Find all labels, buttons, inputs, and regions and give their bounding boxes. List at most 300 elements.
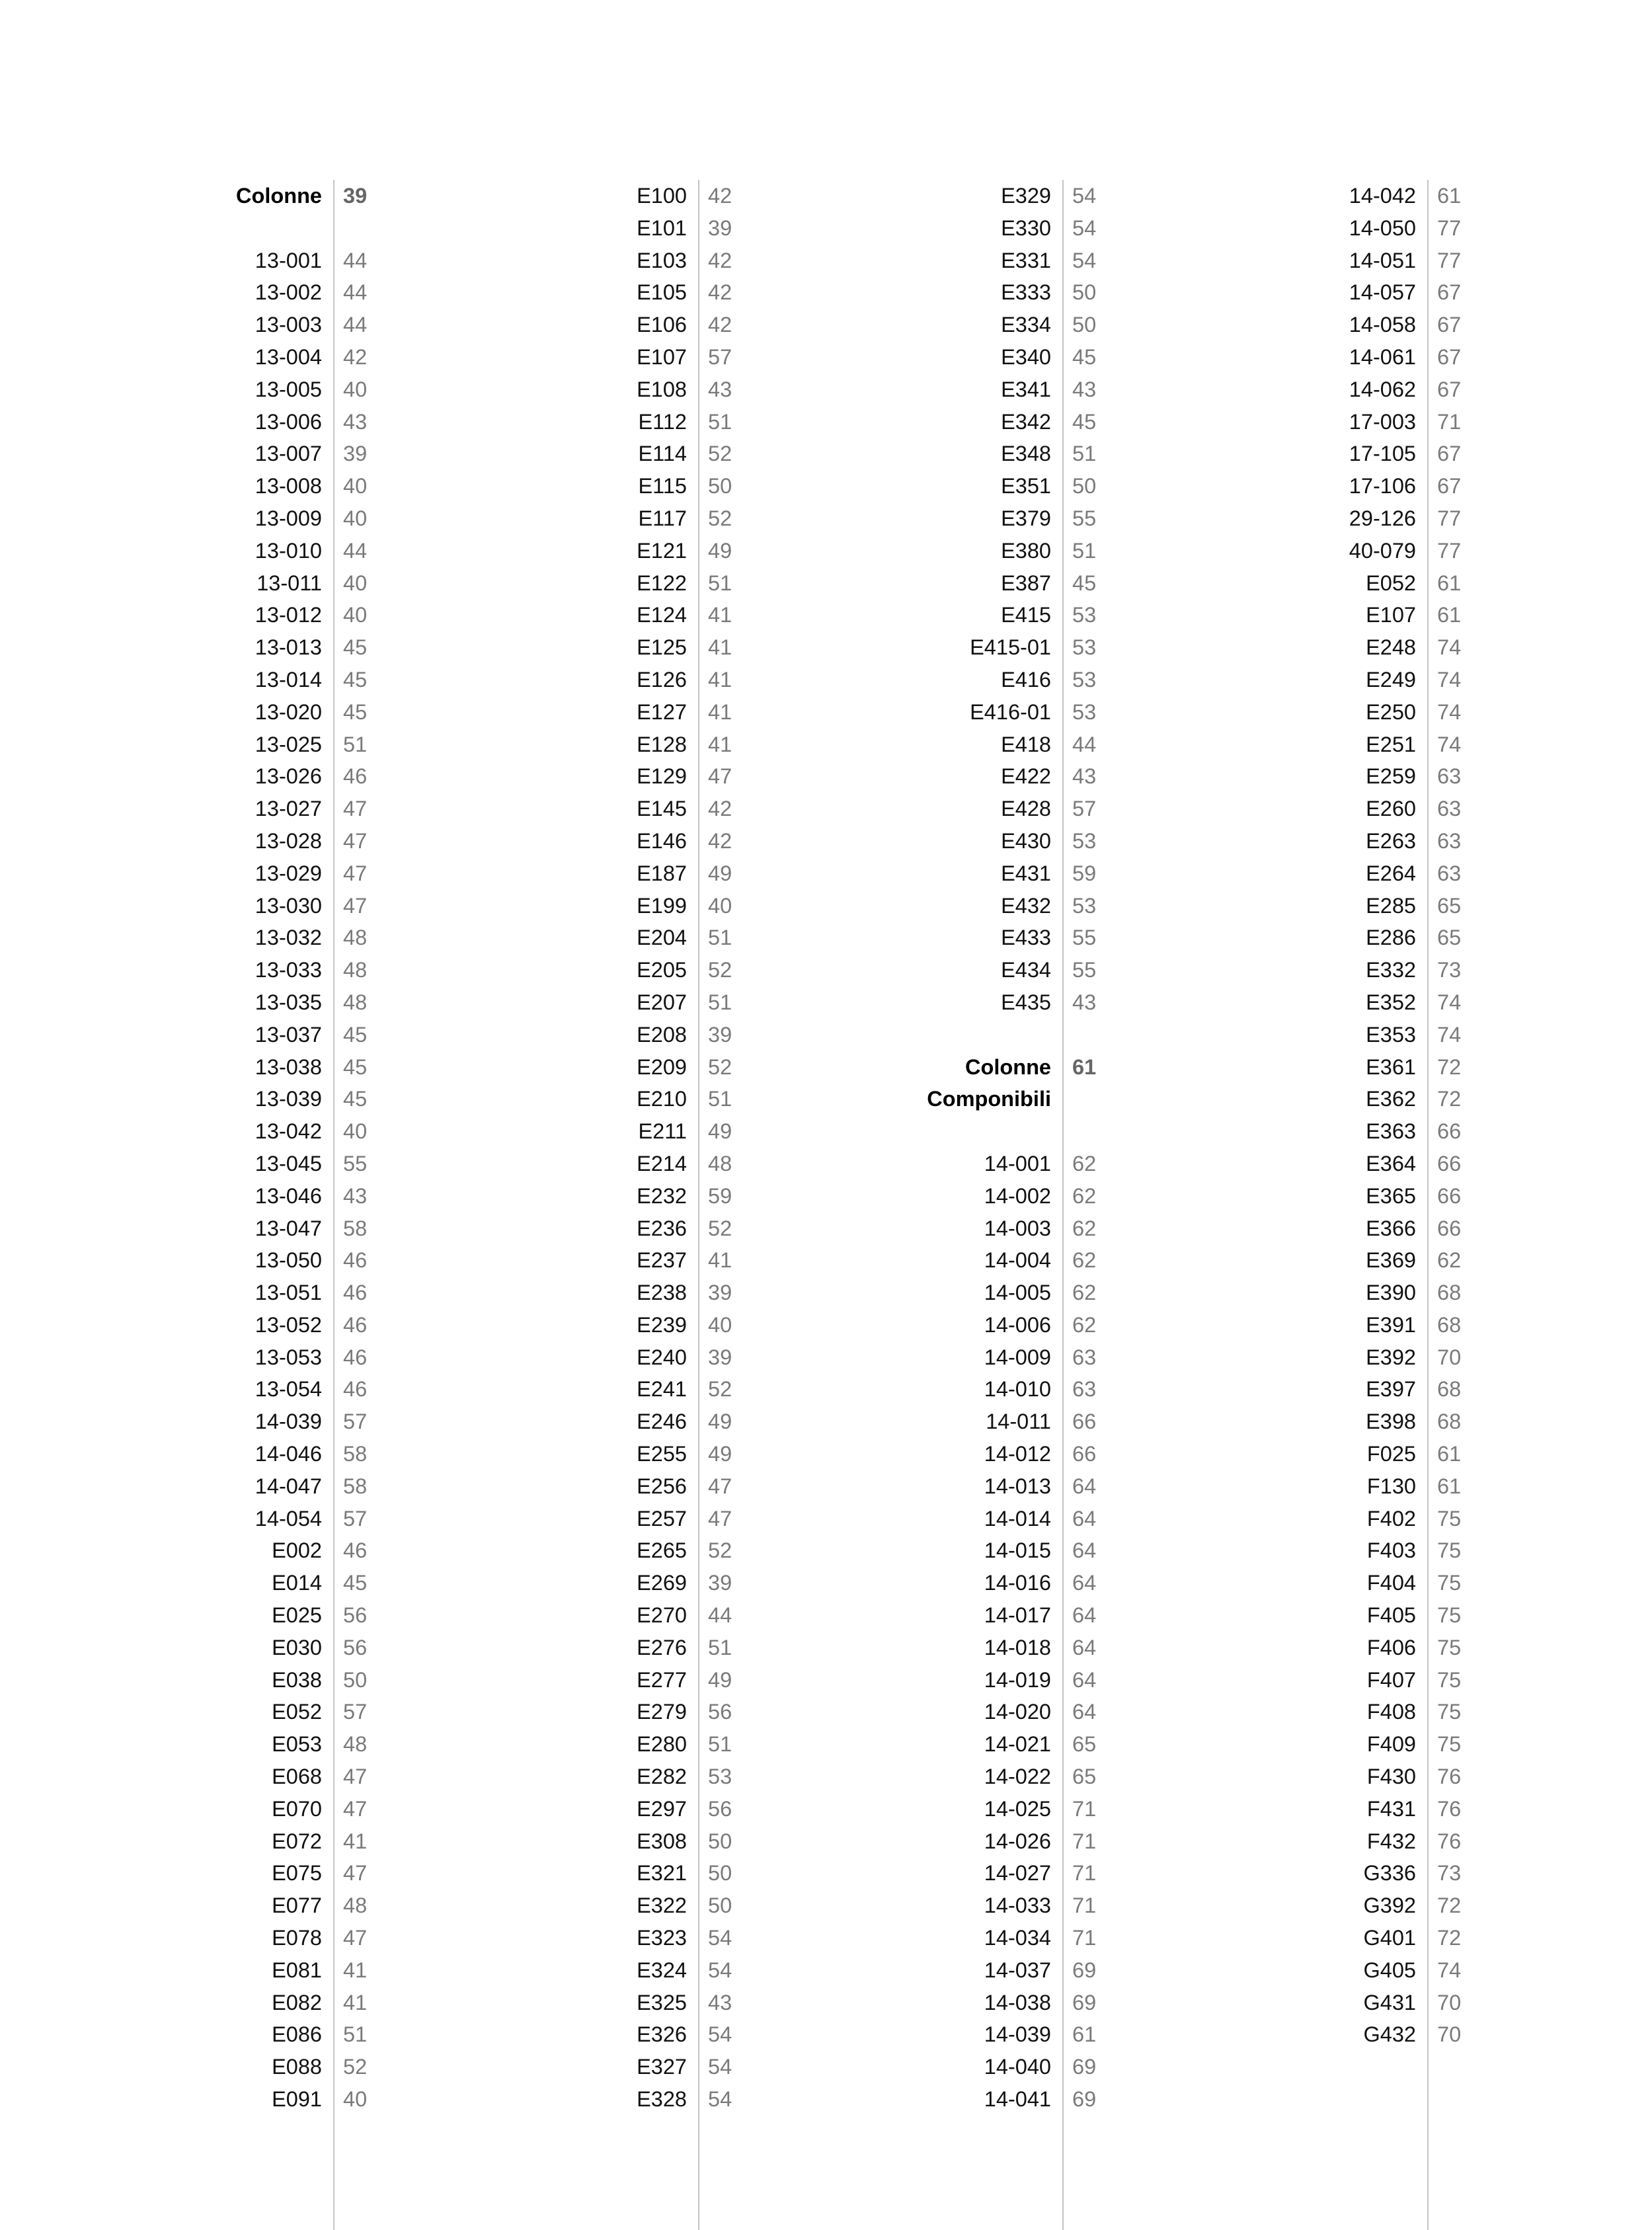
entry-page-number: 41 — [708, 699, 732, 724]
index-entry — [474, 1051, 732, 1084]
entry-page-number: 63 — [1072, 1377, 1097, 1402]
index-entry — [838, 1438, 1097, 1470]
entry-code: E246 — [637, 1410, 687, 1434]
entry-page-number: 41 — [343, 1990, 368, 2014]
entry-page-number: 70 — [1437, 2022, 1462, 2047]
index-entry — [109, 1213, 368, 1245]
entry-code: E330 — [1001, 216, 1051, 240]
entry-code: E238 — [637, 1281, 687, 1305]
index-entry — [109, 825, 368, 857]
entry-page-number: 67 — [1437, 313, 1462, 337]
index-entry — [1203, 1534, 1462, 1567]
index-entry — [838, 1696, 1097, 1728]
entry-page-number: 45 — [343, 667, 368, 692]
entry-code: E398 — [1366, 1410, 1416, 1434]
entry-code: E321 — [637, 1861, 687, 1886]
entry-code: F406 — [1366, 1635, 1416, 1659]
entry-code: F408 — [1366, 1700, 1416, 1724]
index-entry — [1203, 599, 1462, 631]
entry-page-number: 48 — [343, 958, 368, 982]
index-column-2 — [474, 180, 732, 2116]
index-entry — [474, 1309, 732, 1341]
index-entry — [109, 276, 368, 309]
entry-page-number: 47 — [343, 1765, 368, 1789]
entry-page-number: 77 — [1437, 506, 1462, 530]
index-entry — [838, 857, 1097, 890]
entry-code: F404 — [1366, 1571, 1416, 1595]
index-entry — [109, 1470, 368, 1503]
entry-page-number: 46 — [343, 1281, 368, 1305]
index-entry — [109, 1309, 368, 1341]
row-spacer — [838, 1019, 1063, 1051]
entry-code: E265 — [637, 1538, 687, 1563]
entry-page-number: 48 — [343, 1893, 368, 1918]
entry-page-number: 66 — [1437, 1216, 1462, 1240]
entry-code: 14-004 — [984, 1248, 1051, 1273]
entry-page-number: 64 — [1072, 1538, 1097, 1563]
entry-page-number: 55 — [343, 1151, 368, 1175]
entry-page-number: 65 — [1072, 1732, 1097, 1757]
entry-code: E380 — [1001, 538, 1051, 563]
entry-page-number: 51 — [708, 926, 732, 950]
entry-page-number: 40 — [708, 1312, 732, 1337]
entry-page-number: 43 — [1072, 990, 1097, 1014]
entry-code: E270 — [637, 1603, 687, 1628]
index-entry — [838, 1890, 1097, 1922]
entry-code: E107 — [1366, 603, 1416, 627]
index-entry — [474, 2018, 732, 2051]
entry-code: 13-039 — [255, 1087, 322, 1111]
entry-page-number: 42 — [708, 828, 732, 853]
entry-code: E108 — [637, 377, 687, 401]
entry-page-number: 61 — [1437, 603, 1462, 627]
index-entry — [1203, 729, 1462, 761]
entry-code: F407 — [1366, 1667, 1416, 1692]
entry-page-number: 67 — [1437, 442, 1462, 466]
entry-page-number: 55 — [1072, 958, 1097, 982]
entry-page-number: 41 — [708, 635, 732, 660]
entry-code: E387 — [1001, 571, 1051, 595]
index-entry — [109, 1890, 368, 1922]
entry-code: E260 — [1366, 797, 1416, 821]
entry-page-number: 54 — [708, 2055, 732, 2079]
entry-code: E241 — [637, 1377, 687, 1402]
index-entry — [1203, 1213, 1462, 1245]
index-entry — [1203, 1987, 1462, 2019]
entry-code: G336 — [1363, 1861, 1416, 1886]
index-entry — [1203, 1470, 1462, 1503]
entry-page-number: 50 — [708, 1829, 732, 1853]
index-entry — [1203, 341, 1462, 374]
index-entry — [1203, 1115, 1462, 1148]
index-entry — [109, 1534, 368, 1567]
entry-code: E082 — [272, 1990, 322, 2014]
index-entry — [838, 1503, 1097, 1535]
index-entry — [838, 1922, 1097, 1954]
entry-page-number: 40 — [708, 893, 732, 918]
entry-page-number: 43 — [708, 377, 732, 401]
index-entry — [474, 1341, 732, 1374]
column-divider — [1062, 180, 1064, 2230]
entry-code: E053 — [272, 1732, 322, 1757]
index-entry — [838, 1341, 1097, 1374]
entry-page-number: 53 — [1072, 667, 1097, 692]
entry-code: E369 — [1366, 1248, 1416, 1273]
index-entry — [1203, 535, 1462, 567]
index-entry — [474, 1373, 732, 1406]
index-entry — [1203, 438, 1462, 470]
index-entry — [474, 599, 732, 631]
index-entry — [474, 1148, 732, 1180]
index-entry — [109, 1664, 368, 1696]
index-entry — [474, 696, 732, 729]
entry-page-number: 41 — [708, 603, 732, 627]
entry-code: E251 — [1366, 732, 1416, 756]
index-entry — [1203, 406, 1462, 438]
entry-code: 13-009 — [255, 506, 322, 530]
entry-code: E103 — [637, 248, 687, 272]
index-entry — [1203, 374, 1462, 406]
entry-code: 13-006 — [255, 409, 322, 434]
entry-page-number: 44 — [343, 538, 368, 563]
index-entry — [109, 1793, 368, 1825]
index-entry — [474, 1761, 732, 1793]
entry-page-number: 53 — [1072, 603, 1097, 627]
entry-page-number: 45 — [343, 1022, 368, 1047]
entry-page-number: 45 — [343, 1571, 368, 1595]
entry-code: 14-057 — [1349, 280, 1416, 305]
index-entry — [838, 276, 1097, 309]
entry-code: E014 — [272, 1571, 322, 1595]
index-entry — [474, 729, 732, 761]
entry-code: E334 — [1001, 313, 1051, 337]
entry-page-number: 63 — [1437, 797, 1462, 821]
entry-page-number: 39 — [708, 216, 732, 240]
entry-page-number: 66 — [1072, 1442, 1097, 1466]
index-entry — [1203, 1922, 1462, 1954]
entry-code: E240 — [637, 1345, 687, 1369]
entry-code: 14-039 — [255, 1410, 322, 1434]
entry-page-number: 47 — [708, 764, 732, 789]
index-entry — [474, 341, 732, 374]
entry-page-number: 44 — [343, 313, 368, 337]
entry-page-number: 77 — [1437, 248, 1462, 272]
entry-code: E117 — [638, 506, 687, 530]
entry-page-number: 40 — [343, 603, 368, 627]
index-entry — [1203, 1406, 1462, 1438]
index-entry — [474, 631, 732, 664]
entry-code: 13-026 — [255, 764, 322, 789]
entry-code: E086 — [272, 2022, 322, 2047]
entry-page-number: 62 — [1072, 1312, 1097, 1337]
index-entry — [109, 1373, 368, 1406]
entry-page-number: 51 — [1072, 538, 1097, 563]
entry-code: E415 — [1001, 603, 1051, 627]
entry-page-number: 53 — [1072, 699, 1097, 724]
index-entry — [838, 470, 1097, 502]
entry-code: E257 — [637, 1506, 687, 1531]
entry-page-number: 77 — [1437, 216, 1462, 240]
entry-page-number: 40 — [343, 474, 368, 498]
entry-page-number: 61 — [1437, 1442, 1462, 1466]
entry-page-number: 46 — [343, 1377, 368, 1402]
index-entry — [109, 1987, 368, 2019]
entry-code: F403 — [1366, 1538, 1416, 1563]
index-entry — [838, 664, 1097, 696]
section-heading-row — [838, 1083, 1063, 1115]
entry-code: 13-051 — [255, 1281, 322, 1305]
index-entry — [838, 438, 1097, 470]
entry-page-number: 63 — [1437, 764, 1462, 789]
entry-page-number: 44 — [1072, 732, 1097, 756]
entry-page-number: 44 — [708, 1603, 732, 1628]
entry-code: E364 — [1366, 1151, 1416, 1175]
entry-page-number: 57 — [343, 1410, 368, 1434]
entry-page-number: 66 — [1437, 1151, 1462, 1175]
entry-page-number: 47 — [343, 861, 368, 885]
index-entry — [838, 1793, 1097, 1825]
index-entry — [474, 857, 732, 890]
entry-page-number: 71 — [1072, 1829, 1097, 1853]
index-entry — [474, 922, 732, 954]
index-entry — [109, 890, 368, 922]
index-entry — [838, 1180, 1097, 1213]
entry-code: 14-047 — [255, 1474, 322, 1498]
index-entry — [838, 986, 1097, 1019]
entry-code: E038 — [272, 1667, 322, 1692]
entry-page-number: 59 — [708, 1183, 732, 1208]
entry-page-number: 64 — [1072, 1474, 1097, 1498]
entry-page-number: 47 — [708, 1474, 732, 1498]
entry-page-number: 52 — [708, 1538, 732, 1563]
entry-page-number: 67 — [1437, 344, 1462, 369]
index-entry — [109, 664, 368, 696]
index-entry — [474, 1244, 732, 1277]
index-entry — [109, 1244, 368, 1277]
entry-page-number: 71 — [1072, 1796, 1097, 1821]
entry-page-number: 53 — [1072, 893, 1097, 918]
entry-page-number: 52 — [708, 1216, 732, 1240]
section-heading-row — [838, 1051, 1097, 1084]
index-entry — [838, 1857, 1097, 1890]
entry-page-number: 61 — [1437, 1474, 1462, 1498]
index-entry — [474, 212, 732, 245]
entry-code: 14-038 — [984, 1990, 1051, 2014]
entry-code: E416-01 — [970, 699, 1051, 724]
entry-page-number: 55 — [1072, 926, 1097, 950]
index-entry — [1203, 1051, 1462, 1084]
entry-page-number: 58 — [343, 1216, 368, 1240]
index-entry — [109, 1115, 368, 1148]
index-entry — [474, 2083, 732, 2116]
entry-page-number: 50 — [708, 474, 732, 498]
entry-page-number: 66 — [1072, 1410, 1097, 1434]
index-entry — [1203, 1664, 1462, 1696]
entry-code: E379 — [1001, 506, 1051, 530]
entry-page-number: 45 — [1072, 344, 1097, 369]
index-entry — [474, 1213, 732, 1245]
entry-code: E236 — [637, 1216, 687, 1240]
entry-page-number: 74 — [1437, 667, 1462, 692]
entry-page-number: 47 — [343, 1926, 368, 1950]
entry-page-number: 62 — [1072, 1216, 1097, 1240]
entry-code: F402 — [1366, 1506, 1416, 1531]
entry-code: 14-016 — [984, 1571, 1051, 1595]
index-entry — [1203, 857, 1462, 890]
entry-code: E256 — [637, 1474, 687, 1498]
column-divider — [333, 180, 334, 2230]
entry-code: E124 — [637, 603, 687, 627]
index-column-3 — [838, 180, 1097, 2116]
entry-page-number: 71 — [1072, 1893, 1097, 1918]
entry-page-number: 42 — [708, 248, 732, 272]
index-entry — [1203, 212, 1462, 245]
index-entry — [109, 2051, 368, 2083]
entry-code: E112 — [638, 409, 687, 434]
entry-code: E269 — [637, 1571, 687, 1595]
entry-page-number: 52 — [343, 2055, 368, 2079]
entry-page-number: 49 — [708, 538, 732, 563]
index-entry — [474, 664, 732, 696]
entry-page-number: 50 — [343, 1667, 368, 1692]
entry-page-number: 42 — [708, 797, 732, 821]
entry-code: 13-037 — [255, 1022, 322, 1047]
entry-code: 13-001 — [255, 248, 322, 272]
index-entry — [109, 1406, 368, 1438]
entry-code: E077 — [272, 1893, 322, 1918]
entry-page-number: 48 — [343, 990, 368, 1014]
entry-page-number: 46 — [343, 1312, 368, 1337]
index-entry — [474, 1857, 732, 1890]
entry-page-number: 40 — [343, 506, 368, 530]
index-entry — [838, 1406, 1097, 1438]
entry-page-number: 46 — [343, 1248, 368, 1273]
entry-code: 14-014 — [984, 1506, 1051, 1531]
entry-code: 14-001 — [984, 1151, 1051, 1175]
index-entry — [838, 954, 1097, 986]
entry-code: E250 — [1366, 699, 1416, 724]
entry-code: E207 — [637, 990, 687, 1014]
entry-page-number: 49 — [708, 1442, 732, 1466]
entry-code: E127 — [637, 699, 687, 724]
entry-page-number: 54 — [708, 2022, 732, 2047]
entry-page-number: 74 — [1437, 1022, 1462, 1047]
entry-page-number: 69 — [1072, 1958, 1097, 1982]
entry-page-number: 52 — [708, 1055, 732, 1079]
entry-code: 14-010 — [984, 1377, 1051, 1402]
entry-code: 14-033 — [984, 1893, 1051, 1918]
entry-page-number: 75 — [1437, 1700, 1462, 1724]
entry-code: E106 — [637, 313, 687, 337]
index-entry — [474, 1438, 732, 1470]
entry-code: F432 — [1366, 1829, 1416, 1853]
index-entry — [474, 1954, 732, 1987]
index-entry — [838, 1954, 1097, 1987]
entry-page-number: 76 — [1437, 1796, 1462, 1821]
entry-code: E332 — [1366, 958, 1416, 982]
index-entry — [109, 922, 368, 954]
index-entry — [109, 1696, 368, 1728]
index-entry — [838, 1825, 1097, 1858]
entry-page-number: 72 — [1437, 1893, 1462, 1918]
entry-page-number: 40 — [343, 2087, 368, 2112]
index-entry — [474, 1180, 732, 1213]
index-entry — [838, 1470, 1097, 1503]
entry-code: E025 — [272, 1603, 322, 1628]
entry-page-number: 49 — [708, 1410, 732, 1434]
entry-page-number: 64 — [1072, 1603, 1097, 1628]
entry-page-number: 50 — [708, 1893, 732, 1918]
entry-code: 13-012 — [255, 603, 322, 627]
entry-code: E052 — [272, 1700, 322, 1724]
index-entry — [109, 470, 368, 502]
index-entry — [109, 1148, 368, 1180]
entry-page-number: 48 — [343, 1732, 368, 1757]
entry-code: E365 — [1366, 1183, 1416, 1208]
entry-page-number: 48 — [343, 926, 368, 950]
section-heading-row — [109, 180, 368, 212]
entry-code: 14-046 — [255, 1442, 322, 1466]
index-entry — [838, 309, 1097, 341]
index-entry — [109, 1019, 368, 1051]
entry-page-number: 41 — [343, 1829, 368, 1853]
index-entry — [838, 825, 1097, 857]
entry-code: 29-126 — [1349, 506, 1416, 530]
index-entry — [1203, 986, 1462, 1019]
index-entry — [109, 1503, 368, 1535]
index-entry — [474, 1019, 732, 1051]
entry-code: E078 — [272, 1926, 322, 1950]
entry-page-number: 46 — [343, 1538, 368, 1563]
entry-code: F430 — [1366, 1765, 1416, 1789]
entry-code: 14-006 — [984, 1312, 1051, 1337]
index-entry — [838, 793, 1097, 825]
entry-code: 13-027 — [255, 797, 322, 821]
entry-page-number: 65 — [1437, 893, 1462, 918]
index-entry — [474, 986, 732, 1019]
index-entry — [838, 1567, 1097, 1599]
index-entry — [1203, 1599, 1462, 1632]
entry-page-number: 61 — [1437, 571, 1462, 595]
index-entry — [1203, 2018, 1462, 2051]
entry-code: F409 — [1366, 1732, 1416, 1757]
entry-code: E348 — [1001, 442, 1051, 466]
index-entry — [474, 1503, 732, 1535]
entry-page-number: 52 — [708, 1377, 732, 1402]
index-entry — [1203, 1180, 1462, 1213]
entry-code: G432 — [1363, 2022, 1416, 2047]
entry-code: E101 — [637, 216, 687, 240]
entry-page-number: 42 — [708, 313, 732, 337]
index-entry — [109, 1761, 368, 1793]
index-entry — [1203, 1341, 1462, 1374]
entry-code: E363 — [1366, 1119, 1416, 1144]
entry-page-number: 53 — [708, 1765, 732, 1789]
entry-code: E418 — [1001, 732, 1051, 756]
index-entry — [838, 406, 1097, 438]
entry-code: 13-053 — [255, 1345, 322, 1369]
row-spacer — [838, 1115, 1063, 1148]
index-entry — [1203, 1857, 1462, 1890]
entry-page-number: 45 — [343, 699, 368, 724]
index-entry — [838, 374, 1097, 406]
entry-page-number: 43 — [1072, 764, 1097, 789]
entry-code: 14-040 — [984, 2055, 1051, 2079]
entry-page-number: 64 — [1072, 1635, 1097, 1659]
index-entry — [1203, 1309, 1462, 1341]
entry-code: E255 — [637, 1442, 687, 1466]
index-entry — [109, 341, 368, 374]
